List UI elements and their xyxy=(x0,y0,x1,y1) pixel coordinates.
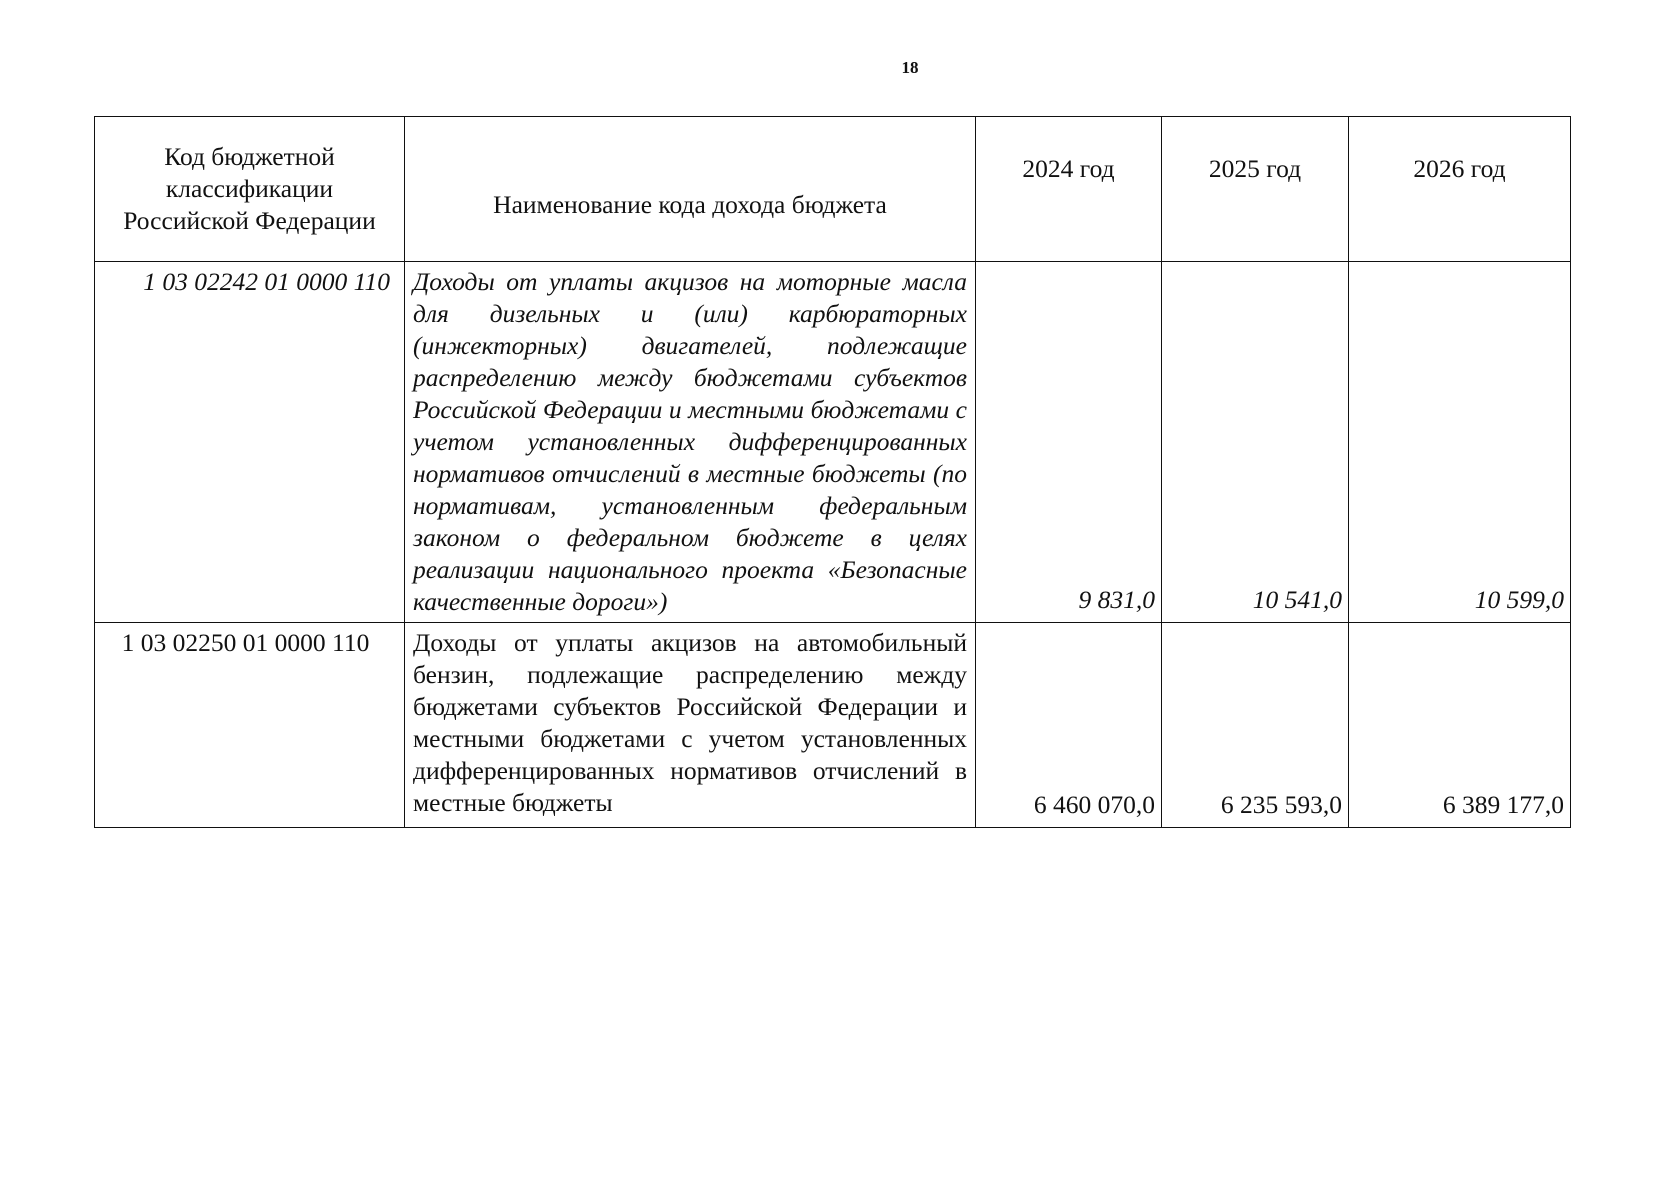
header-code: Код бюджетной классификации Российской Федерации xyxy=(95,117,405,262)
header-name: Наименование кода дохода бюджета xyxy=(405,117,976,262)
row-amount-2026: 6 389 177,0 xyxy=(1349,623,1571,828)
table-header-row xyxy=(95,117,1571,262)
table-row xyxy=(95,623,1571,828)
table-row xyxy=(95,262,1571,623)
row-code: 1 03 02250 01 0000 110 xyxy=(95,623,405,828)
row-code: 1 03 02242 01 0000 110 xyxy=(95,262,405,623)
row-amount-2025: 10 541,0 xyxy=(1162,262,1349,623)
header-year-2024: 2024 год xyxy=(976,117,1162,262)
row-amount-2026: 10 599,0 xyxy=(1349,262,1571,623)
row-amount-2024: 9 831,0 xyxy=(976,262,1162,623)
header-year-2025: 2025 год xyxy=(1162,117,1349,262)
row-name: Доходы от уплаты акцизов на автомобильный бензин, подлежащие распределению между бюджетами субъектов Российской Федерации и местными бюджетами с учетом установленных дифференцированных нормативов отчислений в местные бюджеты xyxy=(405,623,976,828)
row-amount-2024: 6 460 070,0 xyxy=(976,623,1162,828)
row-name: Доходы от уплаты акцизов на моторные масла для дизельных и (или) карбюраторных (инжекторных) двигателей, подлежащие распределению между бюджетами субъектов Российской Федерации и местными бюджетами с учетом установленных дифференцированных нормативов отчислений в местные бюджеты (по нормативам, установленным федеральным законом о федеральном бюджете в целях реализации национального проекта «Безопасные качественные дороги») xyxy=(405,262,976,623)
row-amount-2025: 6 235 593,0 xyxy=(1162,623,1349,828)
page-number: 18 xyxy=(901,58,919,77)
budget-revenue-table xyxy=(94,116,1571,828)
header-year-2026: 2026 год xyxy=(1349,117,1571,262)
